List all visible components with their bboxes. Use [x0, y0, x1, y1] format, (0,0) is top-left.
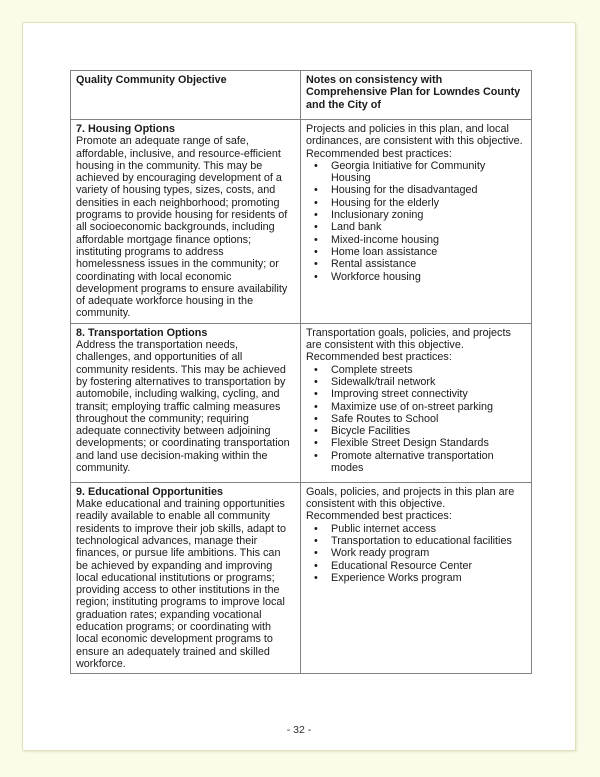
- column-header-objective-label: Quality Community Objective: [76, 74, 227, 86]
- best-practices-list: [306, 160, 526, 283]
- best-practice-item: • Flexible Street Design Standards: [306, 437, 526, 449]
- best-practice-item: • Inclusionary zoning: [306, 209, 526, 221]
- objective-cell: [71, 120, 301, 324]
- objective-description: Promote an adequate range of safe, affordable, inclusive, and resource-efficient housing in the community. This may be achieved by encouraging development of a variety of housing types, sizes, costs, and densities in each neighborhood; promoting programs to provide housing for residents of all socioeconomic backgrounds, including affordable mortgage finance options; instituting programs to address homelessness issues in the community; or coordinating with local economic development programs to ensure availability of adequate workforce housing in the community.: [76, 135, 288, 320]
- best-practice-item: • Bicycle Facilities: [306, 425, 526, 437]
- notes-cell: [301, 120, 532, 324]
- objectives-table: [70, 70, 532, 674]
- notes-intro: Goals, policies, and projects in this plan are consistent with this objective.: [306, 485, 515, 511]
- best-practice-item: • Transportation to educational facilities: [306, 535, 526, 547]
- table-header-row: [71, 71, 532, 120]
- page-number: - 32 -: [286, 724, 312, 736]
- best-practice-item: • Safe Routes to School: [306, 413, 526, 425]
- objective-description: Address the transportation needs, challenges, and opportunities of all community residents. This may be achieved by fostering alternatives to transportation by automobile, including walking, cycling, and transit; employing traffic calming measures throughout the community; requiring adequate connectivity between adjoining developments; or coordinating transportation and land use decision-making within the community.: [76, 339, 290, 475]
- objective-cell: [71, 482, 301, 673]
- best-practice-item: • Sidewalk/trail network: [306, 376, 526, 388]
- column-header-notes-line: Notes on consistency with: [306, 74, 443, 86]
- best-practice-item: • Improving street connectivity: [306, 388, 526, 400]
- document-page: [22, 22, 576, 751]
- best-practice-item: • Work ready program: [306, 547, 526, 559]
- practices-label: Recommended best practices:: [306, 147, 452, 160]
- notes-cell: [301, 323, 532, 482]
- column-header-notes-line: and the City of: [306, 98, 381, 111]
- best-practice-item: • Promote alternative transportation modes: [306, 450, 526, 475]
- best-practice-item: • Rental assistance: [306, 258, 526, 270]
- best-practice-item: • Educational Resource Center: [306, 560, 526, 572]
- practices-label: Recommended best practices:: [306, 510, 452, 523]
- column-header-objective: [71, 71, 301, 120]
- table-row-educational-opportunities: [71, 482, 532, 673]
- best-practice-item: • Maximize use of on-street parking: [306, 401, 526, 413]
- objective-title: 9. Educational Opportunities: [76, 485, 223, 498]
- best-practice-item: • Home loan assistance: [306, 246, 526, 258]
- best-practice-item: • Housing for the elderly: [306, 197, 526, 209]
- best-practices-list: [306, 523, 526, 584]
- objective-cell: [71, 323, 301, 482]
- best-practice-item: • Georgia Initiative for Community Housing: [306, 160, 526, 185]
- best-practice-item: • Experience Works program: [306, 572, 526, 584]
- table-row-transportation-options: [71, 323, 532, 482]
- best-practice-item: • Land bank: [306, 221, 526, 233]
- notes-intro: Projects and policies in this plan, and local ordinances, are consistent with this objective.: [306, 123, 523, 148]
- practices-label: Recommended best practices:: [306, 351, 452, 364]
- column-header-notes: [301, 71, 532, 120]
- best-practice-item: • Complete streets: [306, 364, 526, 376]
- best-practice-item: • Workforce housing: [306, 271, 526, 283]
- notes-cell: [301, 482, 532, 673]
- best-practice-item: • Public internet access: [306, 523, 526, 535]
- best-practice-item: • Housing for the disadvantaged: [306, 184, 526, 196]
- best-practice-item: • Mixed-income housing: [306, 234, 526, 246]
- objective-title: 8. Transportation Options: [76, 326, 208, 339]
- table-row-housing-options: [71, 120, 532, 324]
- best-practices-list: [306, 364, 526, 475]
- objective-description: Make educational and training opportunities readily available to enable all community residents to improve their job skills, adapt to technological advances, manage their finances, or pursue life ambitions. This can be achieved by expanding and improving local educational institutions or programs; providing access to other institutions in the region; instituting programs to improve local graduation rates; expanding vocational education programs; or coordinating with local economic development programs to ensure an adequately trained and skilled workforce.: [76, 498, 287, 670]
- objective-title: 7. Housing Options: [76, 123, 175, 135]
- column-header-notes-line: Comprehensive Plan for Lowndes County: [306, 86, 521, 99]
- notes-intro: Transportation goals, policies, and projects are consistent with this objective.: [306, 326, 511, 352]
